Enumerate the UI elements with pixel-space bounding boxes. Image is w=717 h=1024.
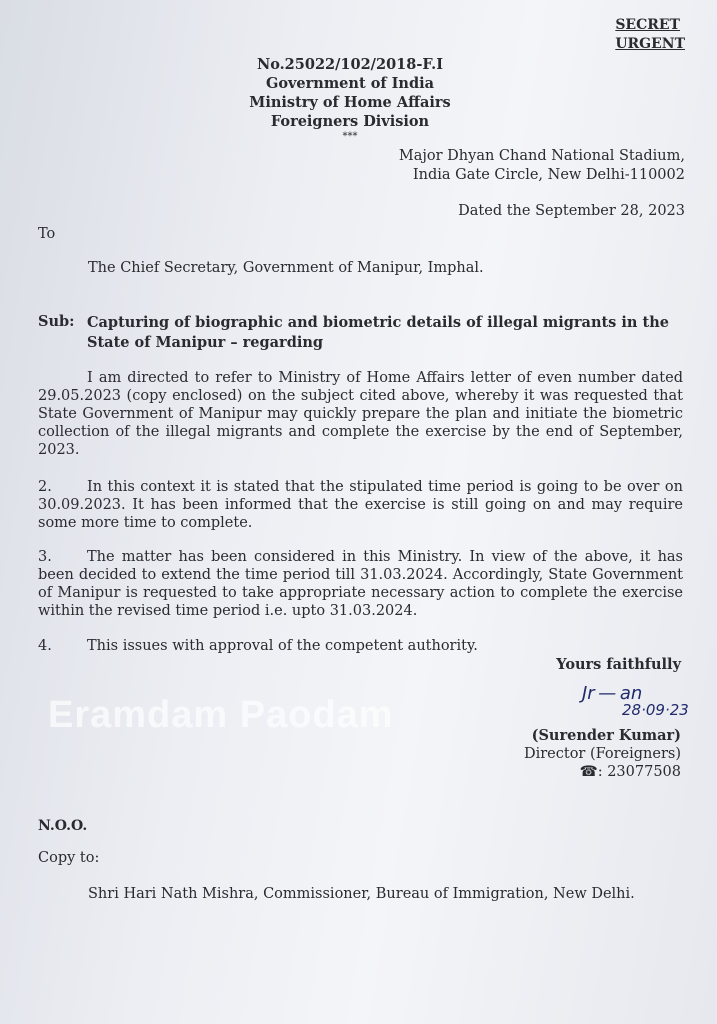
government-name: Government of India bbox=[265, 75, 435, 92]
subject-label: Sub: bbox=[38, 313, 75, 330]
paragraph-text: The matter has been considered in this Ministry. In view of the above, it has been decided to extend the time period till 31.03.2024. Accordingly, State Government of Manipur is requested to take appropriate necessary action to complete the exercise within the revised time period i.e. upto 31.03.2024. bbox=[38, 549, 683, 619]
ministry-name: Ministry of Home Affairs bbox=[249, 94, 451, 111]
closing-salutation: Yours faithfully bbox=[556, 656, 681, 673]
watermark: Eramdam Paodam bbox=[48, 694, 394, 736]
division-name: Foreigners Division bbox=[270, 113, 430, 130]
paragraph-2 bbox=[38, 478, 683, 532]
letter-header bbox=[200, 55, 500, 143]
paragraph-3 bbox=[38, 548, 683, 620]
noo-label: N.O.O. bbox=[38, 818, 88, 834]
paragraph-number: 2. bbox=[38, 479, 52, 495]
address-line-1: Major Dhyan Chand National Stadium, bbox=[398, 148, 685, 164]
recipient: The Chief Secretary, Government of Manipur, Imphal. bbox=[88, 260, 484, 276]
urgent-mark: URGENT bbox=[615, 36, 685, 52]
paragraph-1: I am directed to refer to Ministry of Home Affairs letter of even number dated 29.05.2023 (copy enclosed) on the subject cited above, whereby it was requested that State Government of Manipur may quickly prepare the plan and initiate the biometric collection of the illegal migrants and complete the exercise by the end of September, 2023. bbox=[38, 370, 683, 458]
paragraph-text: In this context it is stated that the stipulated time period is going to be over on 30.09.2023. It has been informed that the exercise is still going on and may require some more time to complete. bbox=[38, 479, 683, 531]
office-address bbox=[399, 147, 685, 185]
to-label: To bbox=[38, 226, 56, 242]
signatory-name: (Surender Kumar) bbox=[531, 727, 681, 744]
copy-to-label: Copy to: bbox=[38, 850, 100, 866]
signatory-designation: Director (Foreigners) bbox=[523, 746, 681, 762]
address-line-2: India Gate Circle, New Delhi-110002 bbox=[412, 167, 685, 183]
paragraph-text: This issues with approval of the competent authority. bbox=[87, 638, 478, 654]
copy-to-recipient: Shri Hari Nath Mishra, Commissioner, Bureau of Immigration, New Delhi. bbox=[88, 886, 635, 902]
signature-date: 28·09·23 bbox=[622, 701, 689, 719]
paragraph-number: 3. bbox=[38, 549, 52, 565]
letter-date: Dated the September 28, 2023 bbox=[458, 203, 685, 219]
reference-number: No.25022/102/2018-F.I bbox=[256, 56, 444, 73]
signature-scrawl: Jr — an bbox=[582, 683, 643, 704]
header-separator: *** bbox=[342, 131, 358, 142]
signatory-block bbox=[524, 727, 681, 781]
classification-marks bbox=[615, 16, 685, 54]
signatory-phone: ☎: 23077508 bbox=[579, 764, 681, 780]
subject-text: Capturing of biographic and biometric details of illegal migrants in the State of Manipur – regarding bbox=[87, 314, 669, 351]
paragraph-4 bbox=[38, 638, 478, 654]
paragraph-number: 4. bbox=[38, 638, 52, 654]
handwritten-signature bbox=[582, 683, 712, 725]
secret-mark: SECRET bbox=[615, 17, 680, 33]
